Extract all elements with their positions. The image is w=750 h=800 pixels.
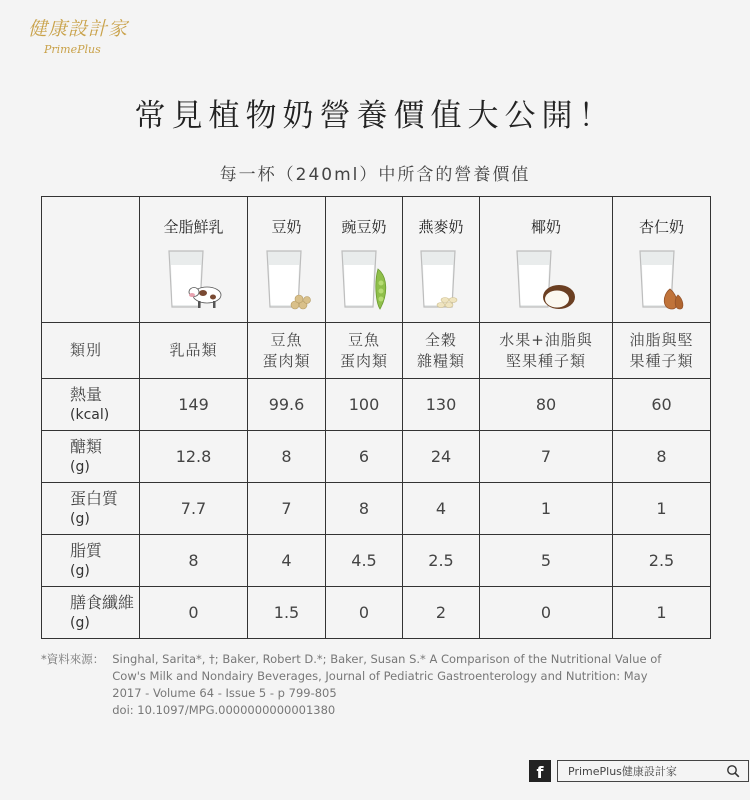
brand-logo: [28, 14, 138, 62]
facebook-icon[interactable]: f: [529, 760, 551, 782]
row-label: 蛋白質 (g): [42, 483, 140, 535]
coconut-icon: [543, 285, 575, 309]
value-cell: 100: [326, 379, 403, 431]
value-cell: 12.8: [140, 431, 248, 483]
value-cell: 1: [613, 483, 711, 535]
value-cell: 8: [140, 535, 248, 587]
logo-sub: PrimePlus: [44, 43, 101, 56]
search-text: PrimePlus健康設計家: [568, 765, 677, 778]
value-cell: 5: [480, 535, 613, 587]
search-icon: [726, 764, 740, 778]
value-cell: 2.5: [613, 535, 711, 587]
page-title: 常見植物奶營養價值大公開！: [134, 98, 616, 134]
column-header-whole-milk: 全脂鮮乳: [140, 197, 248, 323]
logo-main: 健康設計家: [28, 18, 129, 40]
search-box[interactable]: [557, 760, 749, 782]
column-header-coconut-milk: 椰奶: [480, 197, 613, 323]
category-cell: 豆魚 蛋肉類: [248, 323, 326, 379]
category-cell: 水果+油脂與 堅果種子類: [480, 323, 613, 379]
category-row: [42, 323, 711, 379]
pea-pod-icon: [376, 269, 386, 309]
value-cell: 24: [403, 431, 480, 483]
category-cell: 豆魚 蛋肉類: [326, 323, 403, 379]
column-header-soy-milk: 豆奶: [248, 197, 326, 323]
table-row-protein: [42, 483, 711, 535]
value-cell: 60: [613, 379, 711, 431]
milk-glass-oats-icon: [411, 247, 471, 313]
row-label: 醣類 (g): [42, 431, 140, 483]
value-cell: 4: [248, 535, 326, 587]
category-cell: 全穀 雜糧類: [403, 323, 480, 379]
value-cell: 4.5: [326, 535, 403, 587]
column-header-pea-milk: 豌豆奶: [326, 197, 403, 323]
value-cell: 130: [403, 379, 480, 431]
row-label: 膳食纖維 (g): [42, 587, 140, 639]
value-cell: 1: [613, 587, 711, 639]
value-cell: 0: [480, 587, 613, 639]
table-row-fiber: [42, 587, 711, 639]
table-row-calories: [42, 379, 711, 431]
column-header-almond-milk: 杏仁奶: [613, 197, 711, 323]
value-cell: 2: [403, 587, 480, 639]
value-cell: 149: [140, 379, 248, 431]
milk-glass-almond-icon: [632, 247, 692, 313]
value-cell: 7: [248, 483, 326, 535]
table-row-carbohydrates: [42, 431, 711, 483]
value-cell: 99.6: [248, 379, 326, 431]
almond-icon: [664, 289, 683, 309]
value-cell: 8: [248, 431, 326, 483]
source-footnote: [41, 651, 713, 719]
value-cell: 6: [326, 431, 403, 483]
header-row: [42, 197, 711, 323]
row-label-category: 類別: [42, 323, 140, 379]
nutrition-table: [41, 196, 711, 639]
value-cell: 4: [403, 483, 480, 535]
category-cell: 乳品類: [140, 323, 248, 379]
value-cell: 8: [613, 431, 711, 483]
value-cell: 2.5: [403, 535, 480, 587]
milk-glass-coconut-icon: [511, 247, 581, 313]
footnote-text: Singhal, Sarita*, †; Baker, Robert D.*; Baker, Susan S.* A Comparison of the Nutritional Value of Cow's Milk and Nondairy Beverages, Journal of Pediatric Gastroenterology and Nutrition: May 2017 - Volume 64 - Issue 5 - p 799-805 doi: 10.1097/MPG.0000000000001380: [112, 652, 662, 717]
table-row-fat: [42, 535, 711, 587]
value-cell: 0: [326, 587, 403, 639]
row-label: 脂質 (g): [42, 535, 140, 587]
milk-glass-pea-pod-icon: [334, 247, 394, 313]
footnote-label: *資料來源：: [41, 652, 105, 666]
milk-glass-soybeans-icon: [257, 247, 317, 313]
corner-cell: [42, 197, 140, 323]
value-cell: 1: [480, 483, 613, 535]
value-cell: 0: [140, 587, 248, 639]
category-cell: 油脂與堅 果種子類: [613, 323, 711, 379]
column-header-oat-milk: 燕麥奶: [403, 197, 480, 323]
value-cell: 7.7: [140, 483, 248, 535]
value-cell: 1.5: [248, 587, 326, 639]
row-label: 熱量 (kcal): [42, 379, 140, 431]
value-cell: 80: [480, 379, 613, 431]
milk-glass-cow-icon: [161, 247, 227, 313]
page-subtitle: 每一杯（240ml）中所含的營養價值: [219, 165, 531, 185]
social-footer: [529, 760, 749, 782]
value-cell: 8: [326, 483, 403, 535]
value-cell: 7: [480, 431, 613, 483]
